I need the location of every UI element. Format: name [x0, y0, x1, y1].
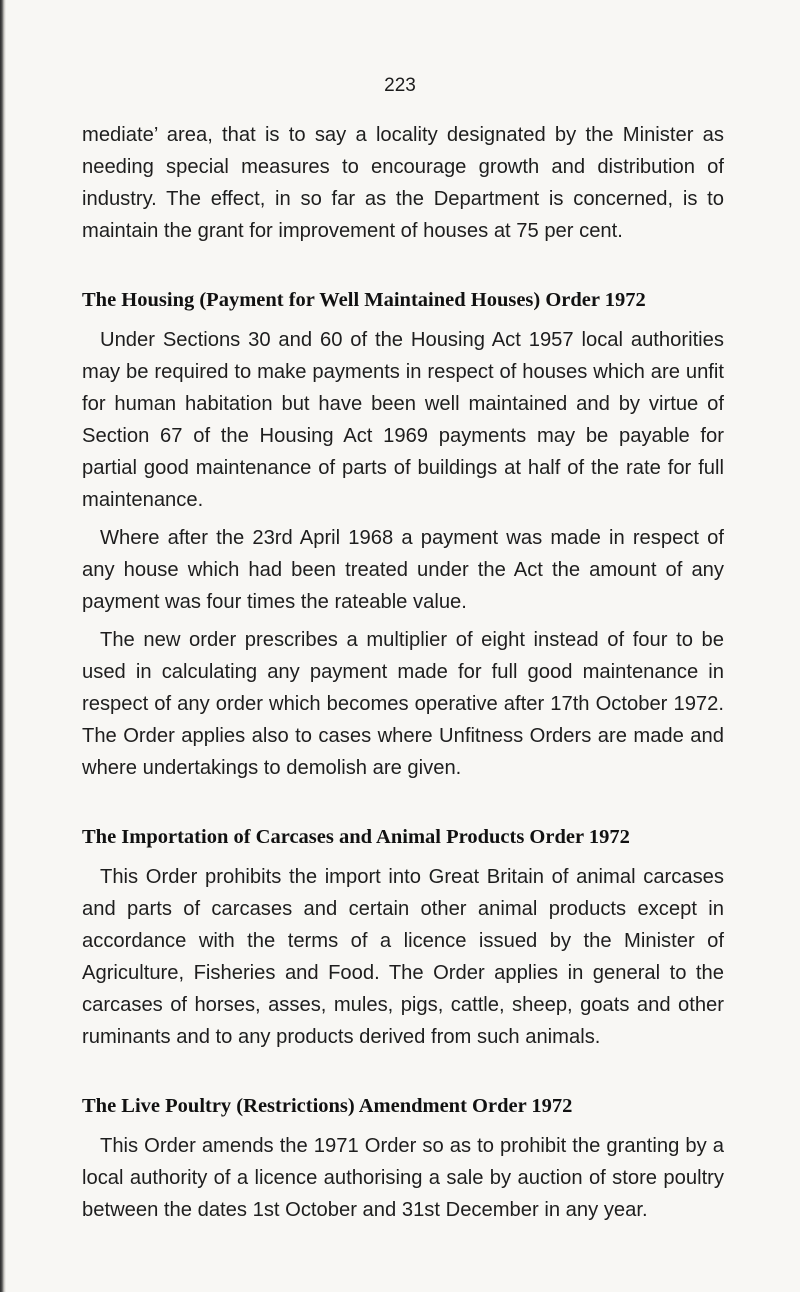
section-housing-payment-order — [82, 285, 724, 784]
book-spine-edge — [0, 0, 6, 1292]
section-paragraph: The new order prescribes a multiplier of eight instead of four to be used in calculating any payment made for full good maintenance in respect of any order which becomes operative after 17th October 1972. The Order applies also to cases where Unfitness Orders are made and where undertakings to demolish are given. — [82, 629, 724, 779]
section-importation-carcases-order — [82, 822, 724, 1053]
section-paragraph: This Order amends the 1971 Order so as to prohibit the granting by a local authority of a licence authorising a sale by auction of store poultry between the dates 1st October and 31st December in any year. — [82, 1135, 724, 1221]
section-paragraph: Under Sections 30 and 60 of the Housing Act 1957 local authorities may be required to make payments in respect of houses which are unfit for human habitation but have been well maintained and by virtue of Section 67 of the Housing Act 1969 payments may be payable for partial good maintenance of parts of buildings at half of the rate for full maintenance. — [82, 329, 724, 511]
page-body — [82, 119, 724, 1226]
section-live-poultry-order — [82, 1091, 724, 1226]
section-heading: The Housing (Payment for Well Maintained Houses) Order 1972 — [82, 289, 646, 311]
section-heading: The Live Poultry (Restrictions) Amendment Order 1972 — [82, 1095, 573, 1117]
section-heading: The Importation of Carcases and Animal Products Order 1972 — [82, 826, 630, 848]
section-paragraph: Where after the 23rd April 1968 a payment was made in respect of any house which had been treated under the Act the amount of any payment was four times the rateable value. — [82, 527, 724, 613]
intro-paragraph: mediate’ area, that is to say a locality designated by the Minister as needing special measures to encourage growth and distribution of industry. The effect, in so far as the Department is concerned, is to maintain the grant for improvement of houses at 75 per cent. — [82, 124, 724, 242]
page-number: 223 — [384, 75, 416, 96]
section-paragraph: This Order prohibits the import into Great Britain of animal carcases and parts of carcases and certain other animal products except in accordance with the terms of a licence issued by the Minister of Agriculture, Fisheries and Food. The Order applies in general to the carcases of horses, asses, mules, pigs, cattle, sheep, goats and other ruminants and to any products derived from such animals. — [82, 866, 724, 1048]
